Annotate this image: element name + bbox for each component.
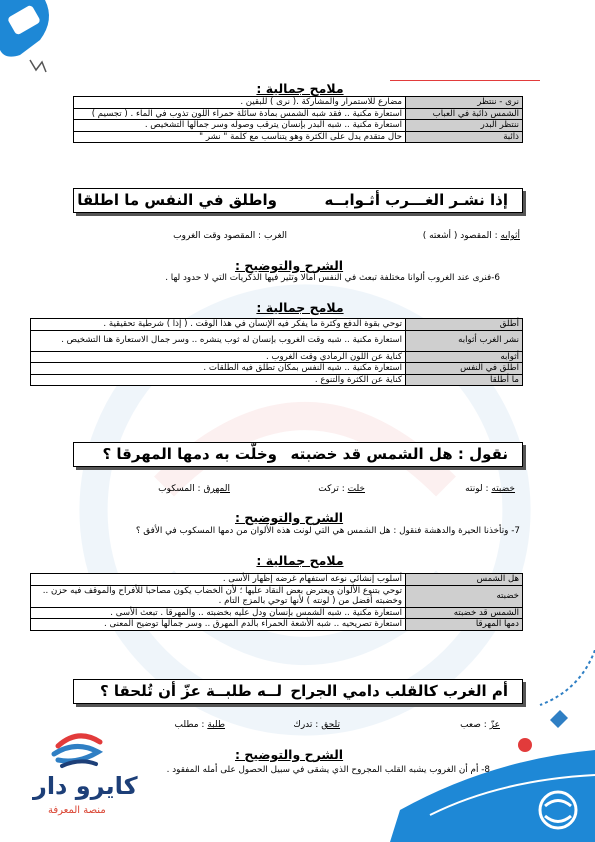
table-key: الشمس ذائبة في العباب [406,108,523,120]
section-title: ملامح جمالية : [256,553,344,568]
section-title: ملامح جمالية : [256,81,344,96]
table-value: مضارع للاستمرار والمشاركة .( نرى ) للبقين . [74,97,406,109]
explanation-title: الشرح والتوضيح : [235,510,344,525]
table-value: استعارة مكنية .. شبه الشمس بإنسان ودل عليه بخضبته .. والمهرقا . تبعث الأسى . [31,607,406,619]
table-key: الشمس قد خضبته [406,607,523,619]
table-value: استعارة مكنية .. فقد شبه الشمس بمادة سائلة حمراء اللون تذوب في الماء . ( تجسيم ) [74,108,406,120]
header-rule [390,80,540,81]
table-value: استعارة مكنية .. شبه البدر بإنسان يترقب وصوله وسر جمالها التشخيص . [74,120,406,132]
explanation-title: الشرح والتوضيح : [235,747,344,762]
vocab-line-2c [158,484,230,494]
verse-first-half: إذا نشـر الغـــرب أثـوابــه [324,191,508,209]
table-key: اطلق في النفس [406,363,523,375]
table-value: استعارة مكنية .. شبه وقت الغروب بإنسان له ثوب ينشره .. وسر جمال الاستعارة هنا التشخيص . [31,330,406,351]
table-key: هل الشمس [406,574,523,586]
vocab-meaning: : تدرك [293,720,319,730]
verse-banner-2 [73,442,523,467]
vocab-meaning: : مطلب [174,720,205,730]
science-decoration-icon [390,650,595,842]
brand-logo-icon [48,728,108,772]
vocab-word: الغرب [263,231,287,241]
vocab-meaning: : المسكوب [158,484,201,494]
vocab-word: أثوابه [500,231,520,241]
vocab-word: طلبة [207,720,225,730]
table-key: نرى - ننتظر [406,97,523,109]
vocab-word: خضبته [491,484,515,494]
aesthetics-table-3 [30,573,523,631]
vocab-meaning: : لونته [465,484,489,494]
aesthetics-table-2 [30,318,523,386]
vocab-line-2b [318,484,365,494]
vocab-line-1b [173,231,287,241]
table-value: كناية عن الكثرة والتنوع . [31,374,406,386]
vocab-word: المهرق [203,484,230,494]
table-key: أطلق [406,319,523,331]
explanation-text: 7- وتأخذنا الحيرة والدهشة فنقول : هل الشمس هي التي لونت هذه الألوان من دمها المسكوب في الأفق ؟ [135,526,520,536]
table-value: استعارة تصريحيه .. شبه الأشعة الحمراء بالدم المهرق .. وسر جمالها توضيح المعنى . [31,619,406,631]
verse-first-half: أم الغرب كالقلب دامي الجراح [290,682,508,700]
table-value: كناية عن اللون الرمادي وقت الغروب . [31,351,406,363]
table-key: دمها المهرقا [406,619,523,631]
verse-first-half: نقول : هل الشمس قد خضبته [290,445,508,463]
verse-second-half: وخلّت به دمها المهرقا ؟ [102,445,277,463]
vocab-word: خلت [347,484,365,494]
table-key: ذائبة [406,131,523,143]
verse-banner-1 [73,188,523,213]
verse-second-half: لــه طلبــة عزّ أن تُلحقا ؟ [99,682,282,700]
table-key: ننتظر البدر [406,120,523,132]
vocab-word: تلحق [321,720,340,730]
vocab-meaning: : صعب [460,720,487,730]
vocab-meaning: : المقصود وقت الغروب [173,231,262,241]
table-value: أسلوب إنشائي نوعه استفهام غرضه إظهار الأسى . [31,574,406,586]
vocab-line-1 [423,231,520,241]
explanation-title: الشرح والتوضيح : [235,258,344,273]
vocab-meaning: : المقصود ( أشعته ) [422,231,498,241]
explanation-text: 8- أم أن الغروب يشبه القلب المجروح الذي يشقى في سبيل الحصول على أمله المفقود . [166,765,490,775]
verse-second-half: واطلق في النفس ما اطلقا [77,191,277,209]
table-value: توحي بقوة الدفع وكثرة ما يفكر فيه الإنسان في هذا الوقت . ( إذا ) شرطية تحقيقية . [31,319,406,331]
table-key: نشر الغرب أثوابه [406,330,523,351]
table-value: توحي بتنوع الألوان ويعترض بعض النقاد عليها ؛ لأن الخضاب يكون مصاحبا للأفراح والموقف فيه حزن .. وخضبته أفضل من ( لونته ) لأنها توحي بالمزج التام . [31,585,406,607]
vocab-line-2 [465,484,515,494]
section-title: ملامح جمالية : [256,300,344,315]
vocab-meaning: : تركت [318,484,345,494]
flask-icon [0,0,70,80]
table-key: خضبته [406,585,523,607]
brand-tagline: منصة المعرفة [48,805,106,816]
vocab-word: عزّ [489,720,500,730]
vocab-line-3b [293,720,340,730]
brand-name: كايرو دار [33,772,138,800]
vocab-line-3c [175,720,225,730]
table-key: ما أطلقا [406,374,523,386]
table-value: حال متقدم يدل على الكثرة وهو يتناسب مع كلمة " نشر " [74,131,406,143]
table-key: أثوابه [406,351,523,363]
explanation-text: 6-فنرى عند الغروب ألوانا مختلفة تبعث في النفس آمالا وتثير فيها الذكريات التي لا حدود لها . [165,273,500,283]
table-value: استعارة مكنية .. شبه النفس بمكان تطلق فيه الطلقات . [31,363,406,375]
aesthetics-table-1 [73,96,523,143]
